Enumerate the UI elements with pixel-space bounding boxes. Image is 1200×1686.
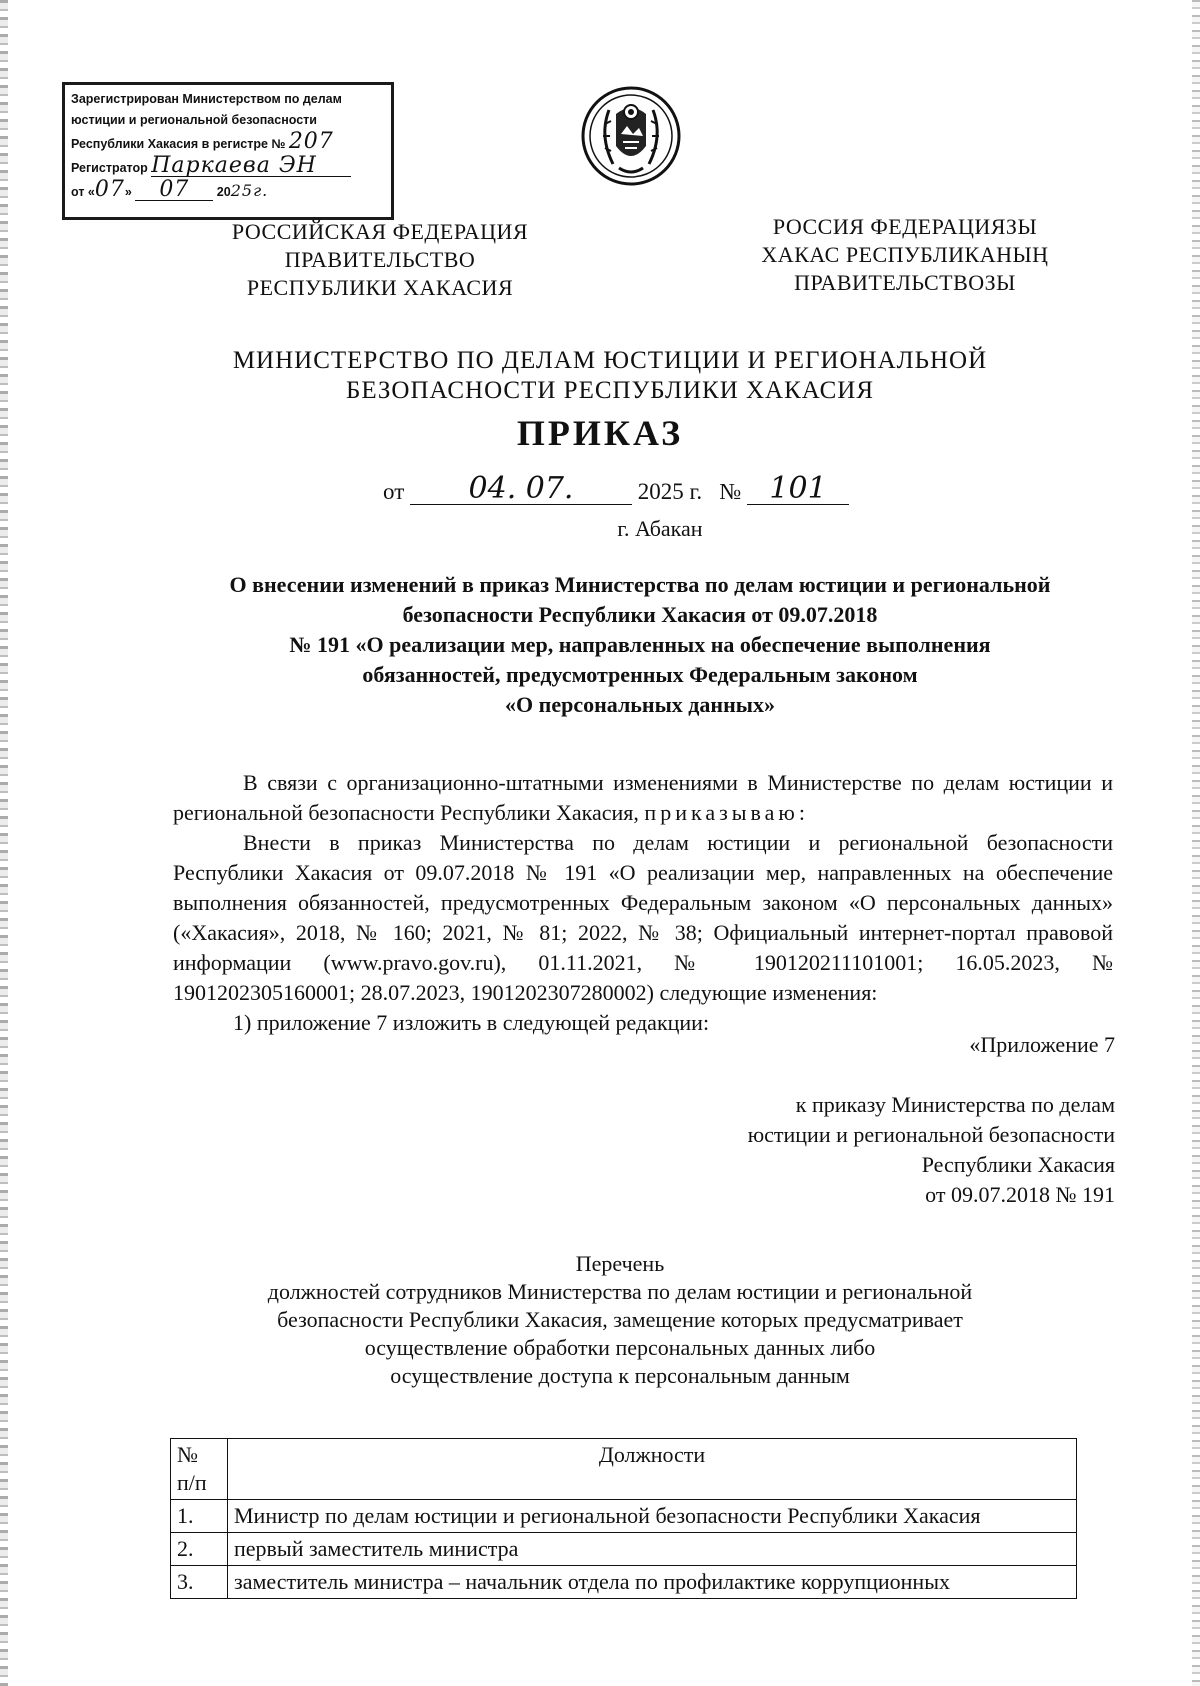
list-title-line: должностей сотрудников Министерства по делам юстиции и региональной — [267, 1279, 973, 1304]
date-number-line — [383, 471, 849, 506]
header-right-line: РОССИЯ ФЕДЕРАЦИЯЗЫ — [772, 214, 1038, 239]
list-title-line: осуществление доступа к персональным данным — [390, 1363, 850, 1388]
header-right-line: ХАКАС РЕСПУБЛИКАНЫҢ — [761, 242, 1049, 267]
registration-stamp — [62, 82, 394, 220]
appendix-line: Республики Хакасия — [921, 1152, 1115, 1177]
stamp-date-year: 25г. — [230, 181, 269, 200]
stamp-register-label: Республики Хакасия в регистре № — [71, 137, 286, 151]
scan-edge-left — [0, 0, 8, 1686]
list-title-line: Перечень — [575, 1251, 665, 1276]
positions-table — [170, 1438, 1077, 1599]
stamp-register-number: 207 — [288, 129, 334, 154]
stamp-date-month: 07 — [135, 179, 213, 201]
order-verb: приказываю: — [644, 800, 809, 825]
number-field — [747, 471, 849, 506]
header-left-line: РОССИЙСКАЯ ФЕДЕРАЦИЯ — [231, 219, 529, 244]
table-row — [171, 1566, 1077, 1599]
body-paragraph-2: Внести в приказ Министерства по делам юстиции и региональной безопасности Республики Хакасия от 09.07.2018 № 191 «О реализации мер, направленных на обеспечение выполнения обязанностей, предусмотренных Федеральным законом «О персональных данных» («Хакасия», 2018, № 160; 2021, № 81; 2022, № 38; Официальный интернет-портал правовой информации (www.pravo.gov.ru), 01.11.2021, № 190120211101001; 16.05.2023, № 1901202305160001; 28.07.2023, 1901202307280002) следующие изменения: — [173, 830, 1113, 1005]
stamp-date-prefix: от « — [71, 185, 95, 199]
scan-edge-right — [1192, 0, 1200, 1686]
row-position: заместитель министра – начальник отдела по профилактике коррупционных — [228, 1566, 1077, 1599]
row-position: Министр по делам юстиции и региональной безопасности Республики Хакасия — [228, 1500, 1077, 1533]
coat-of-arms-emblem-icon — [579, 84, 683, 188]
document-title: ПРИКАЗ — [516, 413, 684, 453]
ministry-line: МИНИСТЕРСТВО ПО ДЕЛАМ ЮСТИЦИИ И РЕГИОНАЛЬНОЙ — [232, 347, 988, 374]
number-handwritten: 101 — [769, 471, 827, 506]
subject-line: № 191 «О реализации мер, направленных на обеспечение выполнения — [289, 632, 991, 657]
stamp-registrar-label: Регистратор — [71, 161, 148, 175]
order-body — [173, 768, 1113, 1038]
appendix-label: «Приложение 7 — [969, 1032, 1115, 1057]
header-left — [190, 218, 570, 302]
header-right-line: ПРАВИТЕЛЬСТВОЗЫ — [794, 270, 1016, 295]
stamp-line-1: Зарегистрирован Министерством по делам — [71, 92, 342, 106]
number-label: № — [719, 479, 742, 504]
header-position-cell: Должности — [228, 1439, 1077, 1500]
header-right — [710, 213, 1100, 297]
subject-line: безопасности Республики Хакасия от 09.07.2018 — [402, 602, 878, 627]
date-handwritten: 04. 07. — [468, 471, 574, 506]
stamp-registrar-signature: Паркаева ЭН — [151, 155, 351, 177]
appendix-line: от 09.07.2018 № 191 — [925, 1182, 1115, 1207]
appendix-line: юстиции и региональной безопасности — [747, 1122, 1115, 1147]
subject-line: «О персональных данных» — [505, 692, 775, 717]
subject-line: обязанностей, предусмотренных Федеральным законом — [362, 662, 918, 687]
table-row — [171, 1533, 1077, 1566]
table-header-row — [171, 1439, 1077, 1500]
subject-line: О внесении изменений в приказ Министерства по делам юстиции и региональной — [229, 572, 1051, 597]
header-left-line: РЕСПУБЛИКИ ХАКАСИЯ — [246, 275, 514, 300]
appendix-reference — [620, 1090, 1115, 1210]
stamp-line-3 — [71, 131, 385, 155]
appendix-line: к приказу Министерства по делам — [795, 1092, 1115, 1117]
city: г. Абакан — [617, 516, 703, 541]
stamp-line-4 — [71, 155, 385, 179]
date-from-label: от — [383, 479, 405, 504]
list-title — [190, 1250, 1050, 1390]
order-subject — [160, 570, 1120, 720]
body-item-1: 1) приложение 7 изложить в следующей редакции: — [233, 1010, 710, 1035]
row-number: 1. — [171, 1500, 228, 1533]
ministry-name — [180, 346, 1040, 406]
row-number: 2. — [171, 1533, 228, 1566]
table-row — [171, 1500, 1077, 1533]
stamp-line-5 — [71, 179, 385, 203]
header-number-cell: № п/п — [171, 1439, 228, 1500]
row-number: 3. — [171, 1566, 228, 1599]
list-title-line: осуществление обработки персональных данных либо — [364, 1335, 876, 1360]
body-paragraph-1 — [173, 768, 1113, 828]
paragraph-1-text: В связи с организационно-штатными изменениями в Министерстве по делам юстиции и региональной безопасности Республики Хакасия, — [173, 770, 1113, 825]
stamp-date-year-prefix: 20 — [216, 185, 231, 199]
ministry-line: БЕЗОПАСНОСТИ РЕСПУБЛИКИ ХАКАСИЯ — [345, 377, 875, 404]
stamp-date-day: 07 — [94, 177, 125, 202]
list-title-line: безопасности Республики Хакасия, замещение которых предусматривает — [277, 1307, 963, 1332]
stamp-line-2: юстиции и региональной безопасности — [71, 113, 317, 127]
header-left-line: ПРАВИТЕЛЬСТВО — [284, 247, 476, 272]
stamp-date-sep: » — [124, 185, 132, 199]
date-field — [410, 471, 632, 506]
date-year-label: 2025 г. — [637, 479, 703, 504]
row-position: первый заместитель министра — [228, 1533, 1077, 1566]
